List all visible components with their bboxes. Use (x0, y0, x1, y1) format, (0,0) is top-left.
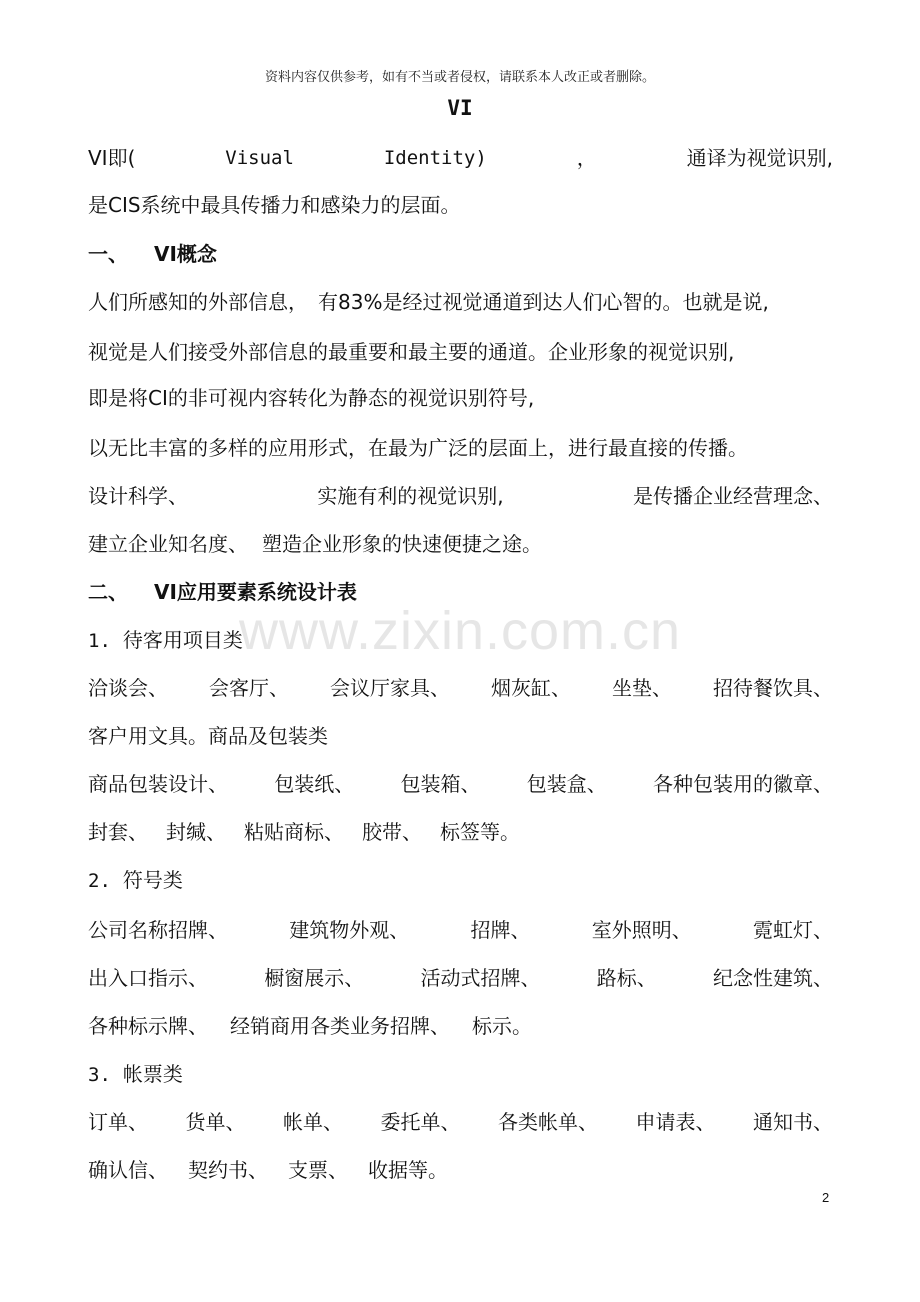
section-1-heading (88, 242, 217, 266)
text-segment: 塑造企业形象的快速便捷之途。 (262, 532, 542, 556)
list-item: 封套、 (88, 820, 148, 844)
list-item: 出入口指示、 (88, 966, 208, 990)
category-1-line-1 (88, 676, 833, 700)
category-1-line-3 (88, 772, 833, 796)
list-item: 包装盒、 (526, 772, 607, 796)
list-item: 收据等。 (368, 1158, 448, 1182)
section-2-heading (88, 580, 357, 604)
list-item: 商品包装设计、 (88, 772, 228, 796)
category-3-heading (88, 1062, 183, 1087)
list-item: 路标、 (596, 966, 657, 990)
text-segment: 人们所感知的外部信息， (88, 290, 308, 314)
category-1-title: 待客用项目类 (122, 628, 243, 652)
list-item: 胶带、 (362, 820, 422, 844)
category-3-line-2 (88, 1158, 448, 1182)
category-2-heading (88, 868, 183, 893)
category-2-line-2 (88, 966, 833, 990)
category-3-number: 3. (88, 1064, 111, 1086)
list-item: 洽谈会、 (88, 676, 168, 700)
section-1-number: 一、 (88, 242, 128, 266)
category-1-heading (88, 628, 243, 653)
list-item: 包装纸、 (274, 772, 355, 796)
watermark: www.zixin.com.cn (238, 601, 682, 661)
list-item: 订单、 (88, 1110, 148, 1134)
list-item: 支票、 (288, 1158, 348, 1182)
intro-translation: 通译为视觉识别, (686, 146, 833, 170)
list-item: 公司名称招牌、 (88, 918, 228, 942)
list-item: 招待餐饮具、 (713, 676, 833, 700)
list-item: 会客厅、 (209, 676, 289, 700)
list-item: 封缄、 (166, 820, 226, 844)
section-1-line-6 (88, 532, 542, 556)
list-item: 各种标示牌、 (88, 1014, 208, 1038)
category-1-line-4 (88, 820, 520, 844)
list-item: 会议厅家具、 (330, 676, 450, 700)
list-item: 招牌、 (470, 918, 531, 942)
list-item: 委托单、 (380, 1110, 461, 1134)
category-2-title: 符号类 (122, 868, 183, 892)
list-item: 纪念性建筑、 (713, 966, 833, 990)
list-item: 橱窗展示、 (264, 966, 365, 990)
list-item: 坐垫、 (612, 676, 672, 700)
list-item: 霓虹灯、 (753, 918, 833, 942)
intro-vi: VI即( (88, 146, 136, 170)
section-1-title: VI概念 (154, 242, 217, 266)
section-1-line-4: 以无比丰富的多样的应用形式，在最为广泛的层面上，进行最直接的传播。 (88, 436, 748, 460)
category-2-line-3 (88, 1014, 532, 1038)
text-segment: 是传播企业经营理念、 (632, 484, 833, 508)
category-2-number: 2. (88, 870, 111, 892)
section-1-line-3: 即是将CI的非可视内容转化为静态的视觉识别符号, (88, 386, 535, 410)
disclaimer: 资料内容仅供参考，如有不当或者侵权，请联系本人改正或者删除。 (264, 70, 655, 85)
list-item: 申请表、 (635, 1110, 716, 1134)
page-number: 2 (822, 1190, 830, 1205)
category-1-line-2: 客户用文具。商品及包装类 (88, 724, 328, 748)
intro-line-2: 是CIS系统中最具传播力和感染力的层面。 (88, 193, 461, 217)
list-item: 建筑物外观、 (289, 918, 410, 942)
intro-identity: Identity) (383, 147, 487, 169)
list-item: 室外照明、 (591, 918, 692, 942)
intro-line-1 (88, 146, 833, 170)
text-segment: 有83%是经过视觉通道到达人们心智的。也就是说, (318, 290, 769, 314)
list-item: 货单、 (185, 1110, 246, 1134)
section-2-title: VI应用要素系统设计表 (154, 580, 357, 604)
list-item: 契约书、 (188, 1158, 268, 1182)
text-segment: 实施有利的视觉识别, (317, 484, 504, 508)
list-item: 标示。 (472, 1014, 532, 1038)
list-item: 各类帐单、 (498, 1110, 598, 1134)
list-item: 经销商用各类业务招牌、 (230, 1014, 450, 1038)
list-item: 各种包装用的徽章、 (653, 772, 833, 796)
list-item: 通知书、 (753, 1110, 833, 1134)
section-1-line-2: 视觉是人们接受外部信息的最重要和最主要的通道。企业形象的视觉识别, (88, 340, 735, 364)
doc-title: VI (447, 96, 473, 120)
intro-visual: Visual (225, 147, 294, 169)
text-segment: 设计科学、 (88, 484, 188, 508)
intro-comma: ， (576, 146, 597, 170)
list-item: 粘贴商标、 (244, 820, 344, 844)
category-3-title: 帐票类 (122, 1062, 183, 1086)
category-3-line-1 (88, 1110, 833, 1134)
category-1-number: 1. (88, 630, 111, 652)
list-item: 标签等。 (440, 820, 520, 844)
category-2-line-1 (88, 918, 833, 942)
list-item: 确认信、 (88, 1158, 168, 1182)
list-item: 帐单、 (283, 1110, 343, 1134)
section-1-line-5 (88, 484, 833, 508)
list-item: 烟灰缸、 (491, 676, 571, 700)
list-item: 包装箱、 (400, 772, 481, 796)
section-1-line-1 (88, 290, 769, 314)
list-item: 活动式招牌、 (420, 966, 541, 990)
section-2-number: 二、 (88, 580, 128, 604)
text-segment: 建立企业知名度、 (88, 532, 248, 556)
